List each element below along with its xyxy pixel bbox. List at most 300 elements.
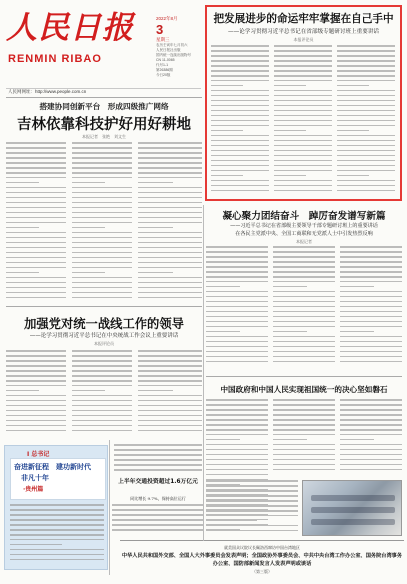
text-line (6, 405, 66, 407)
text-line (273, 316, 335, 318)
text-line (6, 430, 66, 432)
text-line (6, 390, 39, 392)
text-line (211, 150, 269, 152)
news-photo[interactable] (302, 480, 402, 536)
text-line (340, 276, 402, 278)
text-line (6, 202, 66, 204)
unity-headline[interactable]: 凝心聚力团结奋斗 踔厉奋发谱写新篇 (222, 211, 386, 222)
text-line (138, 355, 202, 357)
text-line (211, 165, 269, 167)
text-line (273, 404, 335, 406)
text-line (10, 549, 104, 551)
text-line (211, 190, 269, 192)
text-line (72, 197, 132, 199)
text-line (340, 271, 402, 273)
text-line (138, 420, 202, 422)
text-line (10, 529, 104, 531)
text-line (274, 165, 332, 167)
text-line (72, 292, 132, 294)
text-line (6, 257, 66, 259)
text-line (206, 424, 268, 426)
statement-page-note: （第三版） (252, 569, 272, 574)
text-line (211, 180, 269, 182)
website-url: 人民网网址：http://www.people.com.cn (8, 89, 87, 94)
text-line (211, 95, 269, 97)
text-line (138, 267, 202, 269)
text-line (274, 180, 332, 182)
text-line (273, 409, 335, 411)
newspaper-logo-english: RENMIN RIBAO (8, 53, 102, 65)
text-line (6, 252, 66, 254)
text-line (72, 242, 132, 244)
text-line (138, 292, 202, 294)
text-line (340, 326, 402, 328)
text-line (206, 505, 298, 507)
text-line (273, 429, 335, 431)
text-line (138, 385, 202, 387)
photo-detail (311, 507, 395, 513)
text-line (72, 395, 132, 397)
text-line (273, 246, 335, 248)
text-line (72, 410, 132, 412)
text-line (340, 321, 402, 323)
text-line (6, 395, 66, 397)
photo-detail (311, 495, 395, 501)
text-line (273, 311, 335, 313)
text-line (274, 160, 332, 162)
text-line (340, 251, 402, 253)
text-line (138, 162, 202, 164)
postal-code: 代号1-1 (156, 63, 169, 67)
text-line (340, 286, 374, 288)
text-line (206, 321, 268, 323)
text-line (206, 326, 268, 328)
text-line (273, 271, 335, 273)
text-line (274, 50, 332, 52)
text-line (206, 246, 268, 248)
text-line (206, 419, 268, 421)
text-line (337, 160, 395, 162)
text-line (72, 177, 132, 179)
text-line (340, 351, 402, 353)
text-line (6, 380, 66, 382)
featured-headline[interactable]: 把发展进步的命运牢牢掌握在自己手中 (213, 13, 394, 25)
text-line (340, 256, 402, 258)
text-line (273, 424, 335, 426)
text-line (340, 439, 374, 441)
text-line (6, 287, 66, 289)
text-line (337, 65, 395, 67)
text-line (138, 277, 202, 279)
text-line (112, 509, 204, 511)
text-line (72, 162, 132, 164)
text-line (72, 227, 105, 229)
text-line (211, 70, 269, 72)
text-line (340, 281, 402, 283)
text-line (138, 222, 202, 224)
text-line (211, 55, 269, 57)
text-line (337, 175, 369, 177)
text-line (138, 430, 202, 432)
text-line (206, 409, 268, 411)
trade-body (112, 504, 204, 536)
text-line (6, 217, 66, 219)
text-line (72, 420, 132, 422)
issue-date-box (156, 16, 202, 88)
text-line (114, 454, 202, 456)
text-line (206, 520, 257, 522)
text-line (211, 75, 269, 77)
statement-kicker: 就美国众议院议长佩洛西窜访中国台湾地区 (224, 545, 300, 550)
promo-title-3: ·贵州篇 (23, 486, 44, 493)
middle-body-col-1 (114, 444, 202, 474)
column-divider (203, 205, 204, 541)
issue-number: 第26386期 (156, 68, 173, 72)
text-line (274, 65, 332, 67)
text-line (6, 277, 66, 279)
text-line (337, 85, 369, 87)
text-line (72, 287, 132, 289)
text-line (10, 544, 62, 546)
text-line (337, 180, 395, 182)
text-line (6, 142, 66, 144)
statement-headline[interactable]: 中华人民共和国外交部、全国人大外事委员会发表声明；全国政协外事委员会、中共中央台湾工作办公室、国务院台湾事务办公室、国防部新闻发言人发表声明或谈话 (121, 553, 403, 567)
text-line (138, 410, 202, 412)
text-line (337, 90, 395, 92)
text-line (206, 469, 268, 471)
text-line (138, 227, 173, 229)
text-line (273, 336, 335, 338)
featured-body-col-2 (274, 45, 332, 195)
text-line (340, 429, 402, 431)
text-line (337, 110, 395, 112)
text-line (206, 331, 240, 333)
united-front-body-col-3 (138, 350, 202, 438)
text-line (337, 155, 395, 157)
text-line (72, 400, 132, 402)
text-line (206, 414, 268, 416)
text-line (211, 60, 269, 62)
jilin-body-col-3 (138, 142, 202, 302)
text-line (72, 257, 132, 259)
text-line (72, 360, 132, 362)
text-line (6, 172, 66, 174)
text-line (6, 365, 66, 367)
text-line (206, 316, 268, 318)
text-line (72, 415, 132, 417)
text-line (274, 80, 332, 82)
cn-number: CN 11-0065 (156, 58, 175, 62)
text-line (114, 469, 202, 471)
text-line (340, 449, 402, 451)
text-line (340, 404, 402, 406)
text-line (138, 415, 202, 417)
text-line (138, 375, 202, 377)
text-line (72, 167, 132, 169)
text-line (6, 385, 66, 387)
text-line (72, 157, 132, 159)
jilin-body-col-1 (6, 142, 66, 302)
unification-body-col-2 (273, 399, 335, 477)
text-line (273, 356, 335, 358)
text-line (138, 287, 202, 289)
unity-body-col-1 (206, 246, 268, 370)
text-line (274, 170, 332, 172)
text-line (6, 182, 39, 184)
united-front-headline[interactable]: 加强党对统一战线工作的领导 (24, 317, 184, 331)
trade-headline[interactable]: 上半年交通投资超过1.6万亿元 (118, 479, 198, 485)
text-line (273, 341, 335, 343)
text-line (274, 115, 332, 117)
text-line (114, 444, 202, 446)
text-line (340, 291, 402, 293)
text-line (211, 120, 269, 122)
text-line (340, 414, 402, 416)
text-line (72, 172, 132, 174)
text-line (337, 115, 395, 117)
text-line (211, 130, 243, 132)
text-line (6, 350, 66, 352)
text-line (114, 464, 202, 466)
text-line (72, 232, 132, 234)
serial-number-label: 国内统一连续出版物号 (156, 53, 191, 57)
text-line (211, 115, 269, 117)
text-line (6, 147, 66, 149)
lunar-date: 农历壬寅年七月初六 (156, 43, 188, 47)
united-front-byline: 本报评论员 (94, 341, 114, 346)
text-line (6, 375, 66, 377)
text-line (211, 170, 269, 172)
text-line (138, 212, 202, 214)
text-line (273, 281, 335, 283)
united-front-body-col-2 (72, 350, 132, 438)
text-line (340, 399, 402, 401)
promo-tag: Ⅰ 总书记 (27, 451, 50, 458)
text-line (6, 152, 66, 154)
text-line (138, 282, 202, 284)
text-line (211, 65, 269, 67)
text-line (6, 222, 66, 224)
text-line (206, 449, 268, 451)
text-line (340, 356, 402, 358)
text-line (211, 155, 269, 157)
text-line (206, 296, 268, 298)
text-line (72, 365, 132, 367)
text-line (138, 380, 202, 382)
text-line (138, 350, 202, 352)
text-line (72, 350, 132, 352)
text-line (6, 360, 66, 362)
text-line (72, 380, 132, 382)
text-line (337, 170, 395, 172)
text-line (206, 336, 268, 338)
text-line (273, 301, 335, 303)
text-line (138, 365, 202, 367)
text-line (6, 227, 39, 229)
unity-byline: 本报记者 (296, 239, 312, 244)
text-line (138, 147, 202, 149)
text-line (273, 306, 335, 308)
unity-subhead-1: ——习近平总书记在省部级主要领导干部专题研讨班上的重要讲话 (230, 223, 378, 229)
text-line (10, 514, 104, 516)
text-line (72, 277, 132, 279)
text-line (72, 147, 132, 149)
text-line (138, 207, 202, 209)
text-line (340, 424, 402, 426)
text-line (340, 311, 402, 313)
text-line (72, 385, 132, 387)
text-line (72, 375, 132, 377)
text-line (273, 291, 335, 293)
text-line (6, 282, 66, 284)
text-line (273, 266, 335, 268)
text-line (340, 434, 402, 436)
text-line (138, 177, 202, 179)
text-line (6, 355, 66, 357)
text-line (274, 125, 332, 127)
text-line (6, 247, 66, 249)
text-line (211, 125, 269, 127)
text-line (6, 167, 66, 169)
text-line (206, 356, 268, 358)
text-line (138, 252, 202, 254)
text-line (138, 257, 202, 259)
text-line (273, 261, 335, 263)
text-line (206, 515, 298, 517)
text-line (340, 296, 402, 298)
text-line (273, 414, 335, 416)
divider (6, 306, 202, 307)
text-line (211, 175, 243, 177)
text-line (6, 162, 66, 164)
text-line (138, 172, 202, 174)
featured-article-highlight[interactable] (205, 5, 402, 201)
text-line (337, 75, 395, 77)
text-line (6, 237, 66, 239)
text-line (6, 187, 66, 189)
text-line (340, 341, 402, 343)
text-line (206, 485, 298, 487)
text-line (340, 316, 402, 318)
text-line (274, 95, 332, 97)
text-line (6, 242, 66, 244)
jilin-headline[interactable]: 吉林依靠科技护好用好耕地 (17, 117, 191, 133)
text-line (273, 361, 335, 363)
text-line (206, 399, 268, 401)
text-line (206, 361, 268, 363)
text-line (337, 190, 395, 192)
text-line (337, 150, 395, 152)
text-line (6, 420, 66, 422)
text-line (206, 454, 268, 456)
promo-box[interactable] (4, 445, 108, 570)
text-line (138, 192, 202, 194)
column-divider (109, 440, 110, 575)
text-line (274, 45, 332, 47)
text-line (273, 454, 335, 456)
divider (6, 97, 202, 98)
text-line (72, 272, 105, 274)
text-line (138, 202, 202, 204)
text-line (273, 439, 307, 441)
text-line (273, 434, 335, 436)
unity-subhead-2: 在各民主党派中央、全国工商联和无党派人士中引发热烈反响 (235, 231, 373, 237)
text-line (273, 464, 335, 466)
text-line (274, 110, 332, 112)
text-line (337, 80, 395, 82)
text-line (112, 524, 204, 526)
text-line (138, 242, 202, 244)
text-line (138, 152, 202, 154)
text-line (340, 454, 402, 456)
text-line (206, 500, 298, 502)
text-line (337, 135, 395, 137)
text-line (72, 202, 132, 204)
text-line (206, 510, 298, 512)
text-line (72, 262, 132, 264)
text-line (206, 291, 268, 293)
text-line (273, 286, 307, 288)
text-line (10, 504, 104, 506)
text-line (273, 326, 335, 328)
text-line (337, 60, 395, 62)
text-line (273, 331, 307, 333)
text-line (112, 514, 204, 516)
text-line (6, 370, 66, 372)
text-line (6, 410, 66, 412)
text-line (206, 474, 268, 476)
text-line (6, 157, 66, 159)
text-line (274, 70, 332, 72)
text-line (274, 75, 332, 77)
text-line (206, 439, 240, 441)
jilin-body-col-2 (72, 142, 132, 302)
text-line (72, 192, 132, 194)
text-line (72, 212, 132, 214)
text-line (6, 400, 66, 402)
text-line (138, 395, 202, 397)
text-line (337, 70, 395, 72)
unification-headline[interactable]: 中国政府和中国人民实现祖国统一的决心坚如磐石 (220, 385, 388, 394)
text-line (6, 292, 66, 294)
text-line (340, 419, 402, 421)
text-line (274, 190, 332, 192)
text-line (274, 90, 332, 92)
text-line (138, 187, 202, 189)
text-line (138, 272, 173, 274)
text-line (206, 530, 298, 532)
text-line (206, 261, 268, 263)
jilin-kicker: 搭建协同创新平台 形成四级推广网络 (39, 102, 169, 111)
text-line (273, 469, 335, 471)
text-line (273, 276, 335, 278)
text-line (274, 185, 332, 187)
text-line (274, 150, 332, 152)
text-line (138, 237, 202, 239)
text-line (206, 311, 268, 313)
lower-right-body (206, 480, 298, 536)
page-count: 今日20版 (156, 73, 171, 77)
text-line (340, 469, 402, 471)
photo-detail (311, 519, 395, 525)
issue-day: 3 (156, 22, 164, 37)
text-line (273, 444, 335, 446)
text-line (273, 321, 335, 323)
text-line (274, 130, 306, 132)
text-line (340, 409, 402, 411)
text-line (112, 504, 204, 506)
text-line (138, 142, 202, 144)
